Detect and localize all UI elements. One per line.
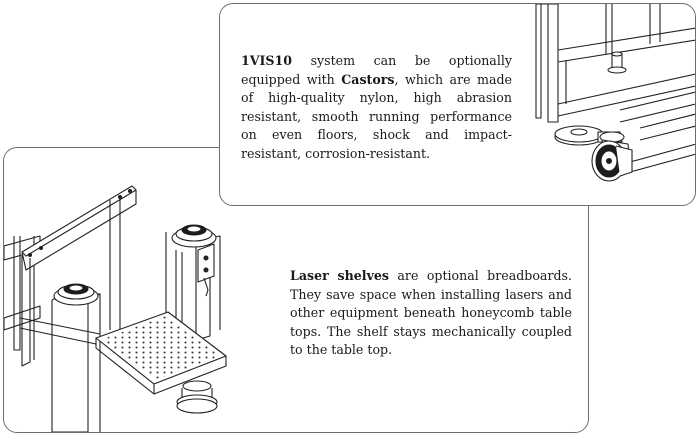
castors-text-2: , which are made of high-quality nylon, high abrasion resistant, smooth running performance on even floors, shock and impact-resistant, corrosion-resistant. <box>241 71 512 161</box>
castors-feature-name: Castors <box>341 71 395 87</box>
system-name: 1VIS10 <box>241 53 293 68</box>
laser-shelf-illustration <box>4 186 226 432</box>
laser-shelves-description <box>290 267 572 360</box>
castors-description <box>241 52 512 164</box>
laser-feature-name: Laser shelves <box>290 268 390 283</box>
laser-text: are optional breadboards. They save space when installing lasers and other equipment beneath honeycomb table tops. The shelf stays mechanically coupled to the table top. <box>290 268 572 358</box>
castors-text-1: system can be optionally equipped with <box>241 53 512 87</box>
